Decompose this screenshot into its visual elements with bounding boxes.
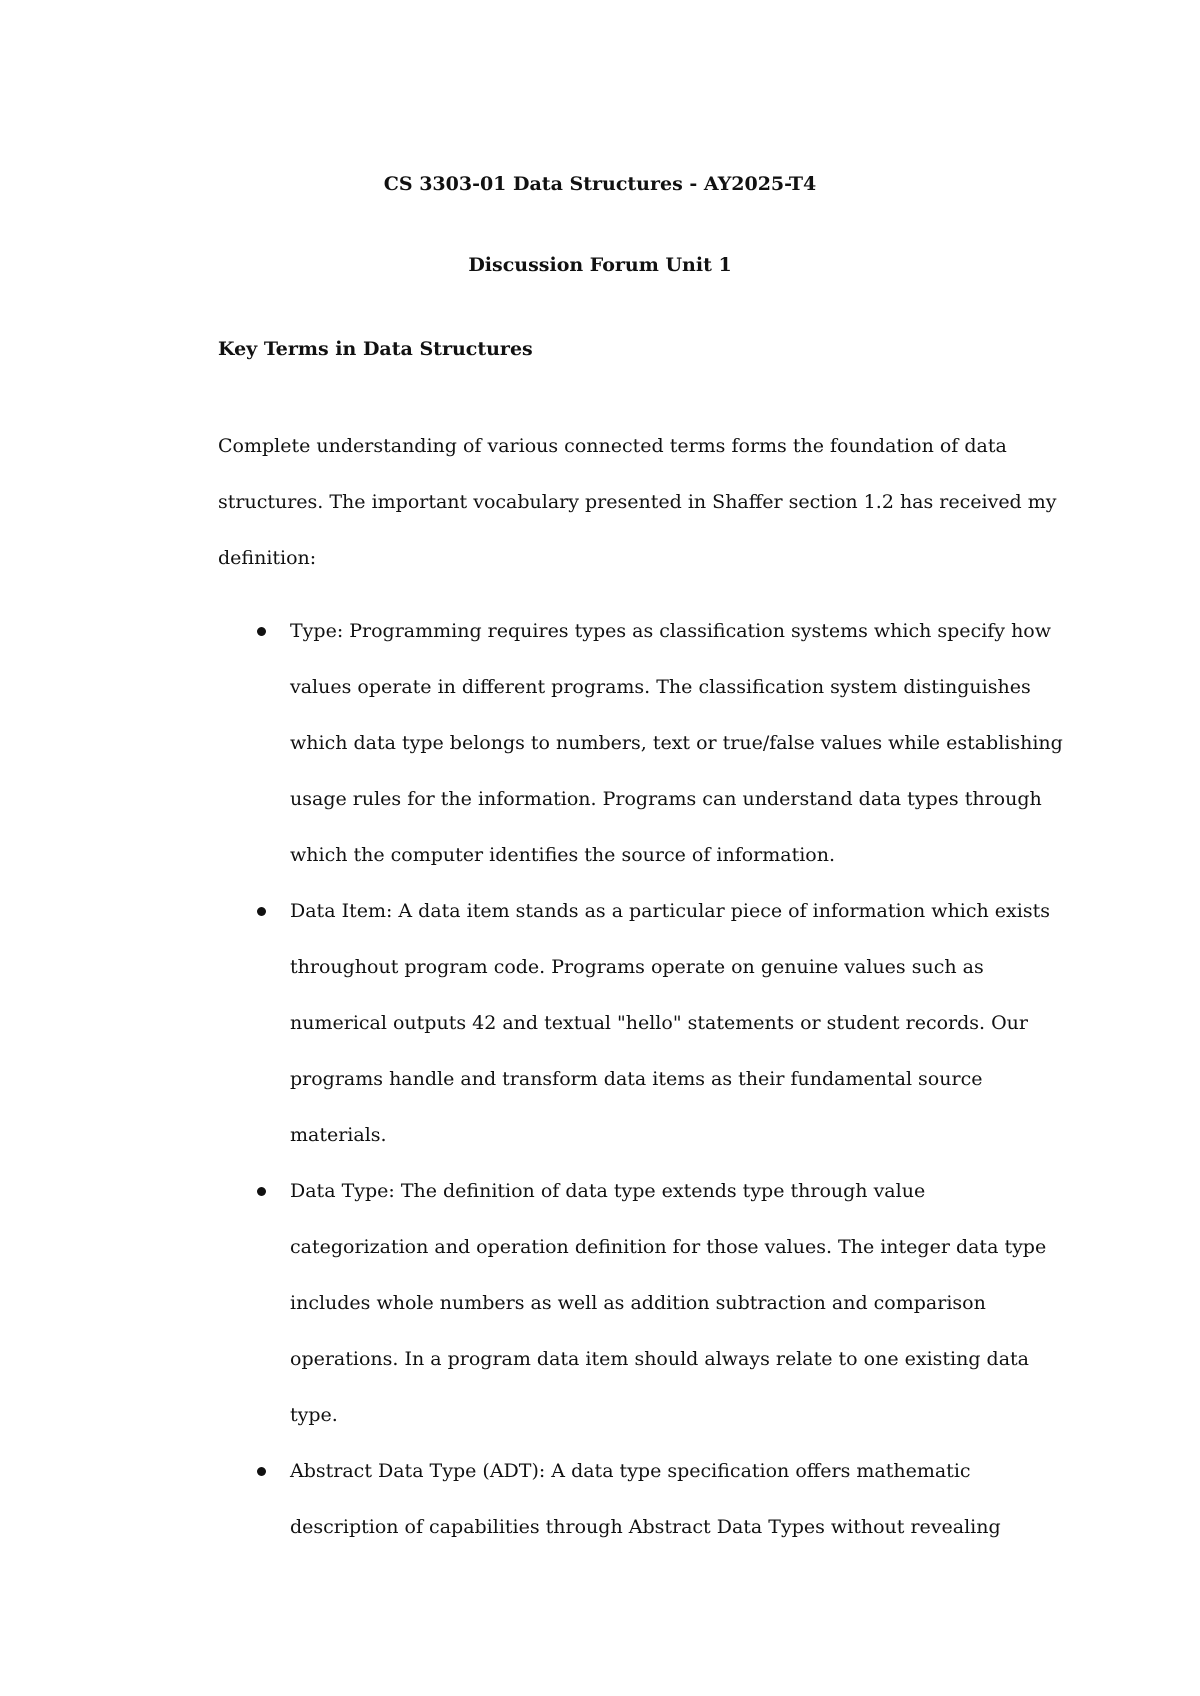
- term-item-data-item: [218, 883, 1063, 1163]
- bullet-icon: [257, 1467, 266, 1476]
- forum-title: Discussion Forum Unit 1: [468, 254, 732, 276]
- bullet-icon: [257, 1187, 266, 1196]
- term-text: Type: Programming requires types as classification systems which specify how values operate in different programs. The classification system distinguishes which data type belongs to numbers, text or true/false values while establishing usage rules for the information. Programs can understand data types through which the computer identifies the source of information.: [290, 620, 1063, 866]
- term-text: Abstract Data Type (ADT): A data type specification offers mathematic description of capabilities through Abstract Data Types without revealing: [290, 1460, 1001, 1538]
- key-terms-list: [218, 603, 1063, 1555]
- intro-paragraph: Complete understanding of various connected terms forms the foundation of data structures. The important vocabulary presented in Shaffer section 1.2 has received my definition:: [218, 435, 1057, 569]
- term-item-data-type: [218, 1163, 1063, 1443]
- bullet-icon: [257, 627, 266, 636]
- section-heading: Key Terms in Data Structures: [218, 338, 533, 360]
- term-text: Data Item: A data item stands as a particular piece of information which exists throughout program code. Programs operate on genuine values such as numerical outputs 42 and textual "hello" statements or student records. Our programs handle and transform data items as their fundamental source materials.: [290, 900, 1050, 1146]
- course-title: CS 3303-01 Data Structures - AY2025-T4: [383, 173, 817, 195]
- bullet-icon: [257, 907, 266, 916]
- term-item-type: [218, 603, 1063, 883]
- term-item-adt: [218, 1443, 1063, 1555]
- term-text: Data Type: The definition of data type extends type through value categorization and operation definition for those values. The integer data type includes whole numbers as well as addition subtraction and comparison operations. In a program data item should always relate to one existing data type.: [290, 1180, 1047, 1426]
